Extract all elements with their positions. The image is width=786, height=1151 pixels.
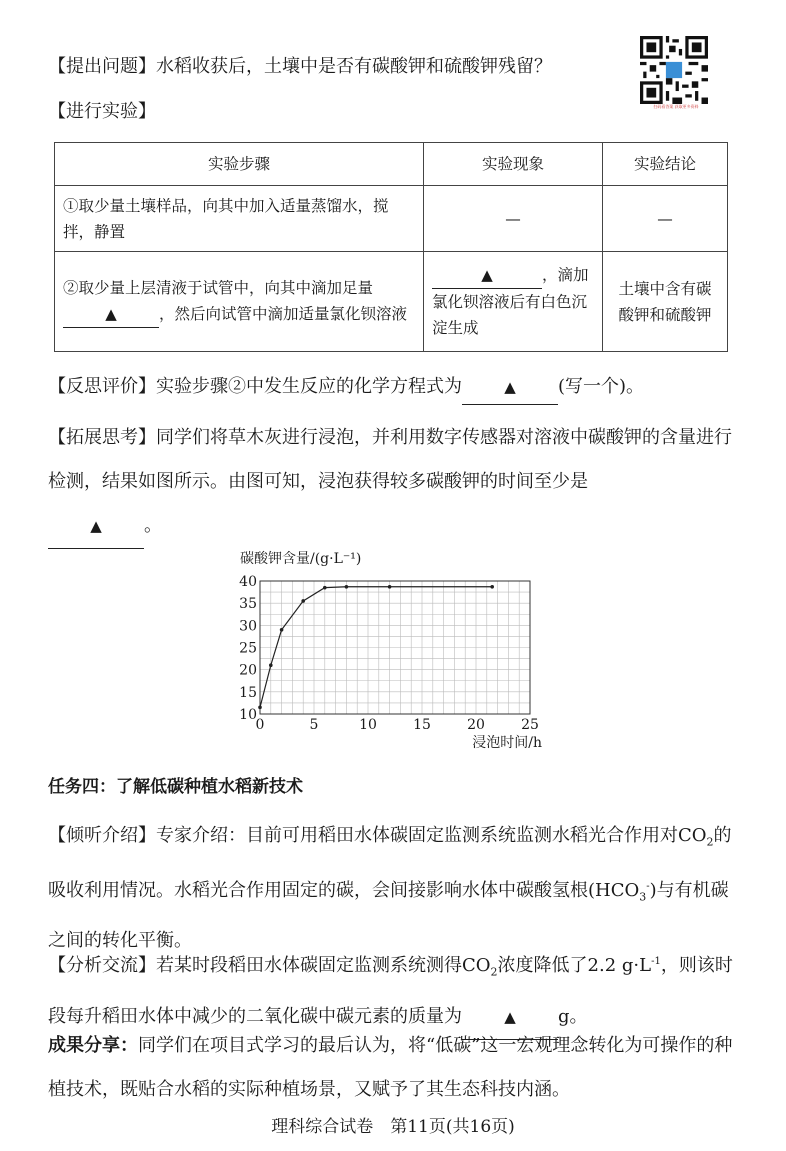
answer-blank[interactable]: [432, 262, 542, 289]
analyze-tag: 【分析交流】: [48, 955, 156, 976]
x-tick-label: 5: [309, 717, 319, 733]
row2-step-b: ，然后向试管中滴加适量氯化钡溶液: [159, 305, 408, 323]
experiment-tag: 【进行实验】: [48, 101, 156, 122]
extension: [48, 416, 738, 549]
data-point: [280, 628, 284, 632]
y-tick-label: 35: [239, 596, 257, 613]
y-tick-label: 10: [239, 707, 257, 723]
co2-formula: $CO_2$: [678, 825, 714, 849]
header-conclusion: 实验结论: [603, 143, 728, 186]
experiment-table: [54, 142, 728, 352]
listen-text3: )与有机碳之间的转化平衡。: [48, 879, 729, 952]
series-line: [260, 587, 492, 708]
data-point: [323, 586, 327, 590]
x-tick-label: 10: [359, 717, 377, 733]
analyze-text3: ，则该时段每升稻田水体中减少的二氧化碳中碳元素的质量为: [48, 955, 733, 1027]
triangle-mark: ▲: [481, 266, 493, 284]
task4-title: 任务四：了解低碳种植水稻新技术: [48, 777, 303, 797]
triangle-mark: ▲: [90, 517, 102, 535]
hco3-formula: ($HCO_3^-$: [588, 879, 650, 904]
row2-phenomenon: [424, 252, 603, 352]
row1-conclusion: —: [603, 186, 728, 252]
table-row: [55, 186, 728, 252]
extend-text: 同学们将草木灰进行浸泡，并利用数字传感器对溶液中碳酸钾的含量进行检测，结果如图所示。由图可知，浸泡获得较多碳酸钾的时间至少是: [48, 427, 732, 492]
share-text: 同学们在项目式学习的最后认为，将“低碳”这一宏观理念转化为可操作的种植技术，既贴合水稻的实际种植场景，又赋予了其生态科技内涵。: [48, 1035, 733, 1100]
answer-blank[interactable]: [462, 370, 558, 405]
analysis: 【分析交流】若某时段稻田水体碳固定监测系统测得$CO_2$浓度降低了2.2 $g\cdot L^{-1}$，则该时段每升稻田水体中减少的二氧化碳中碳元素的质量为 ▲ g。: [48, 940, 738, 1040]
y-tick-label: 40: [239, 574, 257, 590]
qr-caption: 扫码看答案 获取更多资料: [653, 104, 699, 109]
data-point: [301, 599, 305, 603]
potassium-carbonate-chart: [230, 545, 550, 755]
data-point: [269, 663, 273, 667]
y-tick-label: 25: [239, 640, 257, 657]
data-point: [258, 706, 262, 710]
extend-tag: 【拓展思考】: [48, 427, 156, 448]
data-point: [388, 585, 392, 589]
extend-tail: 。: [144, 515, 162, 536]
row2-step: [55, 252, 424, 352]
problem-text: 水稻收获后，土壤中是否有碳酸钾和硫酸钾残留？: [156, 56, 552, 77]
y-tick-label: 20: [239, 662, 257, 679]
data-point: [490, 585, 494, 589]
triangle-mark: ▲: [105, 305, 117, 323]
listen-text2: 的吸收利用情况。水稻光合作用固定的碳，会间接影响水体中碳酸氢根: [48, 825, 732, 901]
table-row: [55, 252, 728, 352]
row2-conclusion: 土壤中含有碳酸钾和硫酸钾: [603, 252, 728, 352]
qr-code-icon: [640, 36, 708, 104]
reflection: [48, 370, 738, 405]
x-axis-label: 浸泡时间/h: [472, 735, 542, 751]
row1-phenomenon: —: [424, 186, 603, 252]
x-tick-label: 0: [255, 717, 265, 733]
table-header-row: [55, 143, 728, 186]
data-point: [345, 585, 349, 589]
x-tick-label: 15: [413, 717, 431, 733]
page-footer: 理科综合试卷 第11页(共16页): [271, 1117, 515, 1137]
experiment-heading: [48, 95, 738, 129]
analyze-text2: 浓度降低了2.2 g·L: [497, 955, 652, 976]
row2-phenomenon-text: ，滴加氯化钡溶液后有白色沉淀生成: [432, 266, 589, 337]
problem-tag: 【提出问题】: [48, 56, 156, 77]
results-share: [48, 1024, 738, 1112]
x-tick-label: 20: [467, 717, 485, 733]
analyze-text1: 若某时段稻田水体碳固定监测系统测得CO: [156, 955, 491, 976]
share-tag: 成果分享：: [48, 1035, 138, 1056]
y-axis-label: 碳酸钾含量/(g·L⁻¹): [240, 551, 362, 567]
answer-blank[interactable]: [48, 504, 144, 549]
x-tick-label: 25: [521, 717, 539, 733]
reflect-tail: (写一个)。: [558, 376, 645, 397]
answer-blank[interactable]: [63, 301, 159, 328]
triangle-mark: ▲: [504, 1007, 516, 1026]
header-step: 实验步骤: [55, 143, 424, 186]
listen-text1: 专家介绍：目前可用稻田水体碳固定监测系统监测水稻光合作用对: [156, 825, 678, 846]
y-tick-label: 15: [239, 684, 257, 701]
listen-tag: 【倾听介绍】: [48, 825, 156, 846]
analyze-tail: g。: [558, 1005, 588, 1027]
question-problem: [48, 50, 738, 84]
row2-step-a: ②取少量上层清液于试管中，向其中滴加足量: [63, 279, 374, 297]
y-tick-label: 30: [239, 618, 257, 635]
row1-step: ①取少量土壤样品，向其中加入适量蒸馏水，搅拌，静置: [55, 186, 424, 252]
reflect-text: 实验步骤②中发生反应的化学方程式为: [156, 376, 462, 397]
reflect-tag: 【反思评价】: [48, 376, 156, 397]
header-phenomenon: 实验现象: [424, 143, 603, 186]
triangle-mark: ▲: [504, 378, 516, 396]
